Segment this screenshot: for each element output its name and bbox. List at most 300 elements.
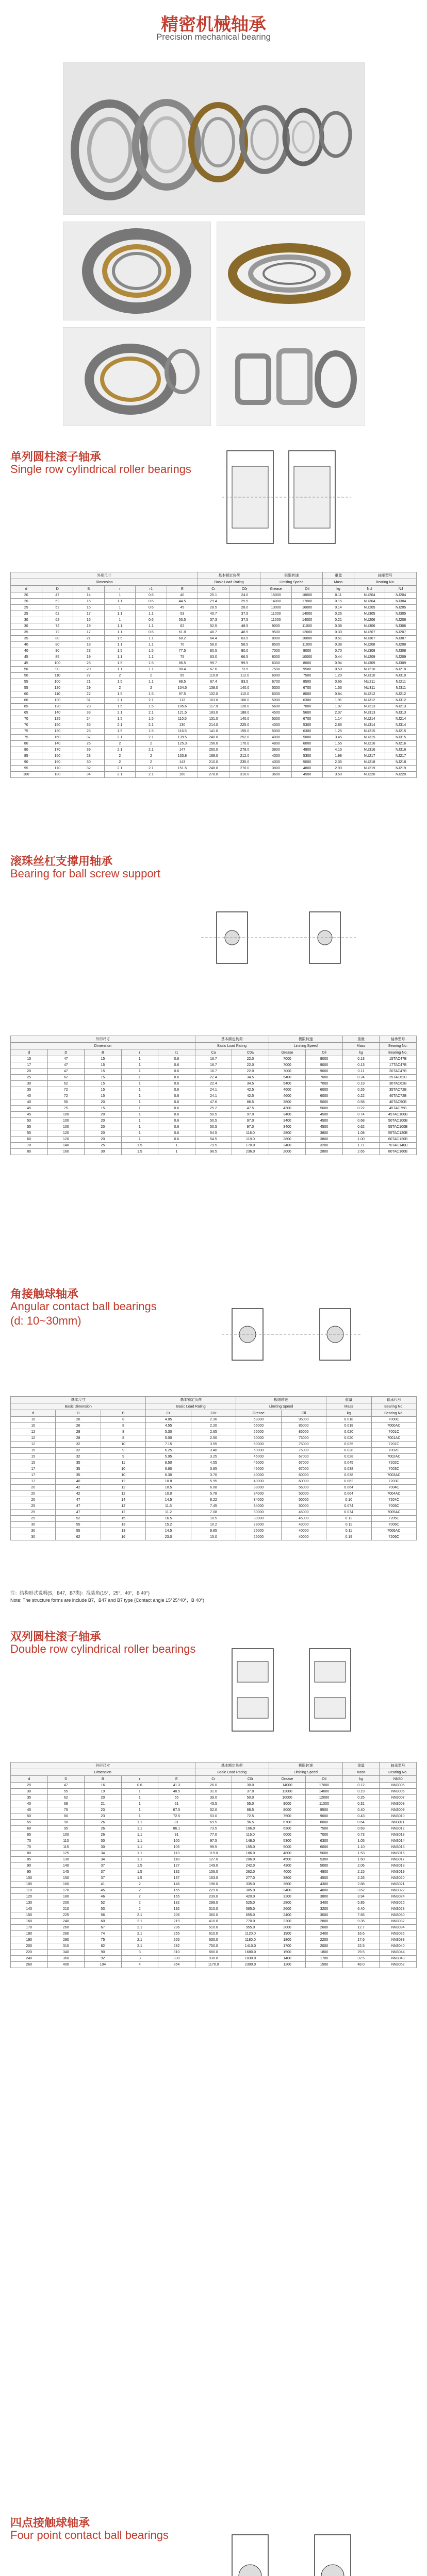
- table-cell: 3.94: [342, 1894, 380, 1900]
- table-cell: 1: [121, 1087, 158, 1093]
- table-cell: 40000: [281, 1534, 326, 1540]
- table-cell: 73.5: [229, 667, 260, 673]
- table-cell: 45: [85, 1888, 122, 1894]
- table-cell: 90: [85, 1950, 122, 1956]
- table-cell: 1: [121, 1124, 158, 1130]
- table-cell: 7000: [306, 1081, 343, 1087]
- table-cell: 37: [85, 1863, 122, 1869]
- hero-photo-bearings: [63, 62, 365, 215]
- table-cell: 160: [42, 735, 73, 741]
- table-cell: 1.5: [104, 691, 136, 698]
- table4-col-header: d: [11, 1776, 48, 1783]
- table-cell: 25.1: [198, 592, 229, 599]
- table-cell: 2.90: [323, 766, 354, 772]
- table-cell: 47.6: [195, 1099, 232, 1106]
- table-cell: 1.5: [121, 1863, 158, 1869]
- table-cell: 75: [11, 735, 42, 741]
- table-cell: NJ312: [385, 698, 417, 704]
- table-cell: 5300: [291, 753, 323, 759]
- table-cell: 62: [47, 1795, 85, 1801]
- table3-col-header: B: [101, 1410, 145, 1417]
- table-cell: 50TAC100B: [380, 1118, 417, 1124]
- table-cell: 2: [136, 673, 167, 679]
- table-cell: 7000: [269, 1069, 306, 1075]
- table-cell: 9: [101, 1448, 145, 1454]
- table-cell: 1: [121, 1789, 158, 1795]
- table-cell: 17TAC47B: [380, 1062, 417, 1069]
- table-cell: 45: [11, 654, 42, 660]
- table-cell: 121.5: [167, 710, 198, 716]
- section3-diagram: [217, 1293, 366, 1376]
- table-cell: 6.25: [146, 1448, 191, 1454]
- table-cell: 155.0: [229, 728, 260, 735]
- table-row: [11, 1466, 417, 1472]
- table-row: [11, 1118, 417, 1124]
- table-cell: 2.37: [323, 710, 354, 716]
- table-cell: 70: [167, 642, 198, 648]
- table-cell: 90: [47, 1820, 85, 1826]
- table-row: [11, 1130, 417, 1137]
- table-cell: NJ308: [385, 648, 417, 654]
- table3-col-header: Grease: [236, 1410, 281, 1417]
- table-cell: 48.0: [342, 1962, 380, 1968]
- table-cell: 10: [101, 1466, 145, 1472]
- table-row: [11, 753, 417, 759]
- t4-h-mass-en: Mass: [342, 1769, 380, 1776]
- table-cell: 26: [56, 1423, 101, 1429]
- table-cell: 95000: [281, 1417, 326, 1423]
- table-cell: 151.5: [167, 766, 198, 772]
- table-cell: 2: [136, 753, 167, 759]
- table-cell: 100: [47, 1832, 85, 1838]
- table-cell: 16.5: [146, 1516, 191, 1522]
- table-row: [11, 1069, 417, 1075]
- table-cell: 2800: [306, 1919, 343, 1925]
- table-cell: 9000: [260, 623, 292, 630]
- table-cell: 364: [158, 1962, 195, 1968]
- table-cell: 155.0: [232, 1844, 269, 1851]
- table-cell: NJ207: [385, 630, 417, 636]
- table-cell: 1.1: [104, 667, 136, 673]
- table-cell: 149.0: [195, 1863, 232, 1869]
- table-cell: 47: [47, 1056, 85, 1062]
- table-cell: 2.85: [323, 722, 354, 728]
- table3-col-header: Cr: [146, 1410, 191, 1417]
- table-cell: 7000AC: [371, 1423, 417, 1429]
- table-cell: 8000: [260, 654, 292, 660]
- table-row: [11, 1857, 417, 1863]
- table-cell: 2: [104, 685, 136, 691]
- table-cell: 80: [42, 642, 73, 648]
- table-cell: 35: [11, 1087, 48, 1093]
- table-cell: 4300: [260, 753, 292, 759]
- table-cell: 5.00: [146, 1435, 191, 1442]
- table-cell: 55TAC120B: [380, 1130, 417, 1137]
- table-cell: 0.018: [326, 1417, 371, 1423]
- table-cell: 8000: [291, 660, 323, 667]
- table-cell: 2: [104, 759, 136, 766]
- table-cell: 525.0: [232, 1900, 269, 1906]
- table-cell: NJ313: [385, 710, 417, 716]
- table-cell: 6.08: [191, 1485, 236, 1491]
- section5-title-en: Four point contact ball bearings: [10, 2529, 169, 2541]
- table-cell: 80: [42, 636, 73, 642]
- table-cell: 37: [85, 1869, 122, 1875]
- table-cell: 64.4: [198, 636, 229, 642]
- table-cell: 15: [85, 1087, 122, 1093]
- table-cell: 60000: [281, 1472, 326, 1479]
- table-cell: 22: [73, 691, 105, 698]
- t1-h-no: 轴承型号: [354, 572, 416, 579]
- table-cell: 28: [56, 1435, 101, 1442]
- table-cell: 53: [167, 611, 198, 617]
- table-cell: 2400: [306, 1931, 343, 1937]
- table-cell: 1: [158, 1149, 195, 1155]
- table-cell: 1.1: [104, 654, 136, 660]
- table-cell: 67.5: [158, 1807, 195, 1814]
- table-cell: 160: [11, 1919, 48, 1925]
- table-cell: 7002AC: [371, 1454, 417, 1460]
- table-cell: 40: [11, 648, 42, 654]
- table-cell: 22.4: [195, 1081, 232, 1087]
- t1-h-speed: 极限转速: [260, 572, 323, 579]
- section5-title-cn: 四点接触球轴承: [10, 2516, 90, 2529]
- table-cell: 62: [42, 611, 73, 617]
- photo-cylindrical-roller: [63, 222, 211, 320]
- table-cell: 6000: [291, 741, 323, 747]
- table-cell: 1.91: [323, 698, 354, 704]
- table-cell: 0.14: [323, 605, 354, 611]
- table-cell: 40TAC72B: [380, 1093, 417, 1099]
- table-cell: 143: [167, 759, 198, 766]
- table-cell: 147: [167, 747, 198, 753]
- table2-col-header: C0a: [232, 1049, 269, 1056]
- table-cell: 5300: [306, 1857, 343, 1863]
- table-cell: 97.0: [232, 1118, 269, 1124]
- table1-col-header: E: [167, 586, 198, 592]
- table-cell: 2: [136, 759, 167, 766]
- table-cell: 102.0: [198, 691, 229, 698]
- table-cell: 5400: [269, 1081, 306, 1087]
- table-cylindrical-roller: [10, 572, 417, 778]
- table-cell: 8500: [291, 679, 323, 685]
- table-cell: 32: [56, 1454, 101, 1460]
- table-cell: 16.7: [195, 1056, 232, 1062]
- table-row: [11, 667, 417, 673]
- table-cell: 12000: [269, 1789, 306, 1795]
- table-cell: 3200: [306, 1906, 343, 1912]
- table-cell: 56000: [236, 1429, 281, 1435]
- table2-col-header: D: [47, 1049, 85, 1056]
- table1-col-header: NJ: [385, 586, 417, 592]
- table-cell: 4500: [269, 1857, 306, 1863]
- table-cell: 34: [73, 772, 105, 778]
- table-cell: NN3048: [380, 1956, 417, 1962]
- table-cell: 1.60: [342, 1857, 380, 1863]
- table1-col-header: Cr: [198, 586, 229, 592]
- table-cell: 7000C: [371, 1417, 417, 1423]
- table-cell: 180: [42, 772, 73, 778]
- table-cell: 20: [11, 1497, 56, 1503]
- table-row: [11, 1882, 417, 1888]
- table-cell: 80.4: [167, 667, 198, 673]
- table3-col-header: kg: [326, 1410, 371, 1417]
- table-cell: 26: [85, 1820, 122, 1826]
- table-cell: 22.0: [232, 1062, 269, 1069]
- table-cell: 40TAC90B: [380, 1099, 417, 1106]
- table-cell: 12: [101, 1510, 145, 1516]
- table-cell: 29: [73, 685, 105, 691]
- table-row: [11, 704, 417, 710]
- table-cell: 43.5: [195, 1801, 232, 1807]
- table-cell: 92: [85, 1956, 122, 1962]
- table-cell: 148.0: [232, 1838, 269, 1844]
- table-cell: 2.50: [191, 1435, 236, 1442]
- table-cell: 1: [121, 1056, 158, 1062]
- table-cell: 0.26: [323, 611, 354, 617]
- table-cell: 133.8: [167, 753, 198, 759]
- table-row: [11, 1528, 417, 1534]
- table3-col-header: Bearing No.: [371, 1410, 417, 1417]
- table-row: [11, 1472, 417, 1479]
- table-cell: 20: [85, 1099, 122, 1106]
- table-cell: 23: [73, 704, 105, 710]
- table-cell: 160: [47, 1149, 85, 1155]
- table-cell: 240: [47, 1919, 85, 1925]
- table-cell: 62: [56, 1534, 101, 1540]
- table-cell: 6.30: [146, 1472, 191, 1479]
- table-cell: 85: [42, 654, 73, 660]
- table-cell: 40: [11, 1093, 48, 1099]
- table-row: [11, 1912, 417, 1919]
- table-double-row-roller: [10, 1762, 417, 1968]
- table-cell: 41: [85, 1882, 122, 1888]
- table-cell: 70TAC140B: [380, 1143, 417, 1149]
- table-cell: 125.3: [167, 741, 198, 747]
- table-cell: 15: [11, 1056, 48, 1062]
- table-cell: 7001AC: [371, 1435, 417, 1442]
- table2-col-header: Grease: [269, 1049, 306, 1056]
- table-cell: 0.68: [342, 1118, 380, 1124]
- t2-h-speed-en: Limiting Speed: [269, 1043, 342, 1049]
- table-cell: 0.6: [158, 1069, 195, 1075]
- table-cell: 1.5: [104, 728, 136, 735]
- table-cell: 72: [47, 1093, 85, 1099]
- section5-diagram: [217, 2524, 366, 2576]
- table-cell: 1700: [269, 1943, 306, 1950]
- t2-h-mass: 重量: [342, 1036, 380, 1043]
- table-cell: 25: [11, 1783, 48, 1789]
- table-cell: 1: [121, 1075, 158, 1081]
- table-cell: 8: [101, 1423, 145, 1429]
- table-cell: NN3038: [380, 1937, 417, 1943]
- table-cell: 40: [11, 642, 42, 648]
- table-cell: 45000: [281, 1516, 326, 1522]
- table-row: [11, 735, 417, 741]
- table-cell: 1.1: [136, 611, 167, 617]
- table-cell: 0.6: [158, 1130, 195, 1137]
- table-cell: 0.25: [342, 1795, 380, 1801]
- table-cell: 13: [101, 1528, 145, 1534]
- table-row: [11, 1844, 417, 1851]
- table-cell: 7.15: [146, 1442, 191, 1448]
- table-cell: 35: [56, 1472, 101, 1479]
- table-cell: 10.8: [146, 1479, 191, 1485]
- table-cell: 1830.0: [232, 1956, 269, 1962]
- table-cell: 1.53: [342, 1851, 380, 1857]
- table-cell: 210: [47, 1906, 85, 1912]
- table-cell: 1.5: [104, 679, 136, 685]
- table-cell: 1.5: [104, 660, 136, 667]
- table-cell: 45000: [236, 1454, 281, 1460]
- table-cell: 50.0: [232, 1795, 269, 1801]
- table-cell: NN3017: [380, 1857, 417, 1863]
- table1-col-header: kg: [323, 586, 354, 592]
- table-cell: 110.5: [167, 716, 198, 722]
- table-cell: 110.0: [198, 673, 229, 679]
- table-cell: 299.0: [195, 1900, 232, 1906]
- table-cell: 10.0: [146, 1491, 191, 1497]
- table-cell: 12: [101, 1479, 145, 1485]
- table-cell: 35: [11, 636, 42, 642]
- table-cell: NU316: [354, 747, 385, 753]
- table4-col-header: Cr: [195, 1776, 232, 1783]
- page-subtitle: Precision mechanical bearing: [156, 32, 271, 42]
- table-cell: NU213: [354, 704, 385, 710]
- table-cell: 4300: [269, 1106, 306, 1112]
- table-cell: 90: [42, 648, 73, 654]
- table-cell: 61: [158, 1801, 195, 1807]
- table-cell: NJ212: [385, 691, 417, 698]
- table-cell: 50.5: [195, 1124, 232, 1130]
- table-cell: NJ214: [385, 716, 417, 722]
- table-cell: 6700: [291, 716, 323, 722]
- table-cell: 2.1: [136, 747, 167, 753]
- table-cell: 100: [42, 679, 73, 685]
- table-cell: NU311: [354, 685, 385, 691]
- table-cell: 6300: [291, 698, 323, 704]
- t2-h-no-en: Bearing No.: [380, 1043, 417, 1049]
- table-cell: 3800: [260, 766, 292, 772]
- table-cell: 56: [85, 1912, 122, 1919]
- table-cell: 60TAC120B: [380, 1137, 417, 1143]
- table-cell: 127.0: [195, 1857, 232, 1863]
- table-cell: 1.5: [121, 1875, 158, 1882]
- table-cell: 105.6: [167, 704, 198, 710]
- table-cell: 3400: [269, 1112, 306, 1118]
- table-cell: 0.12: [326, 1516, 371, 1522]
- table-cell: 4500: [260, 710, 292, 716]
- table-cell: 12000: [306, 1795, 343, 1801]
- table-cell: 1: [121, 1112, 158, 1118]
- table-cell: 50: [11, 1118, 48, 1124]
- table-cell: 22.4: [195, 1075, 232, 1081]
- table-cell: 79.5: [195, 1143, 232, 1149]
- table-cell: 1: [104, 605, 136, 611]
- t3-h-dim: 基本尺寸: [11, 1397, 146, 1403]
- table-cell: 80: [11, 1851, 48, 1857]
- table-cell: 0.43: [342, 1814, 380, 1820]
- table-cell: 52: [42, 599, 73, 605]
- table-cell: 0.69: [342, 1826, 380, 1832]
- photo-tapered-roller: [217, 222, 365, 320]
- table-row: [11, 1919, 417, 1925]
- t4-h-mass: 重量: [342, 1762, 380, 1769]
- table-cell: 0.6: [158, 1081, 195, 1087]
- table-cell: 1: [121, 1807, 158, 1814]
- table-cell: NU306: [354, 623, 385, 630]
- table-cell: 90: [11, 1863, 48, 1869]
- table-cell: 150: [42, 753, 73, 759]
- table-cell: 1.20: [323, 673, 354, 679]
- table-cell: 146: [158, 1882, 195, 1888]
- table-cell: 2800: [306, 1149, 343, 1155]
- table-row: [11, 630, 417, 636]
- table-cell: 5000: [269, 1844, 306, 1851]
- table-cell: NU315: [354, 735, 385, 741]
- table-row: [11, 605, 417, 611]
- table-cell: 26000: [236, 1528, 281, 1534]
- table-cell: 2.1: [121, 1931, 158, 1937]
- table-cell: 239.0: [195, 1894, 232, 1900]
- table3-col-header: C0r: [191, 1410, 236, 1417]
- table-cell: 0.38: [323, 642, 354, 648]
- table-cell: 1.5: [136, 728, 167, 735]
- table-cell: 113: [167, 698, 198, 704]
- table-cell: NU309: [354, 660, 385, 667]
- table-cell: 0.020: [326, 1429, 371, 1435]
- table-cell: 67: [85, 1925, 122, 1931]
- table-cell: 3.55: [191, 1442, 236, 1448]
- table-cell: 7001C: [371, 1429, 417, 1435]
- table-cell: 75000: [281, 1442, 326, 1448]
- table-row: [11, 1429, 417, 1435]
- table-cell: NU307: [354, 636, 385, 642]
- table-cell: 34: [85, 1851, 122, 1857]
- table-cell: 930.0: [195, 1956, 232, 1962]
- table-cell: 9000: [269, 1801, 306, 1807]
- table-cell: NJ204: [385, 592, 417, 599]
- table-cell: 140.0: [229, 685, 260, 691]
- table-cell: 0.6: [158, 1124, 195, 1130]
- table-cell: 20TAC47B: [380, 1069, 417, 1075]
- table-cell: 3: [121, 1956, 158, 1962]
- t3-h-load: 基本额定负荷: [146, 1397, 236, 1403]
- table-cell: 5000: [306, 1863, 343, 1869]
- table4-col-header: D: [47, 1776, 85, 1783]
- table-cell: 91: [158, 1832, 195, 1838]
- table-cell: 0.062: [326, 1479, 371, 1485]
- table-cell: 4300: [260, 722, 292, 728]
- table-cell: 1.5: [104, 716, 136, 722]
- table-cell: 105: [158, 1844, 195, 1851]
- table-cell: NJ305: [385, 611, 417, 617]
- table-cell: 160: [167, 772, 198, 778]
- table-cell: 1.5: [136, 660, 167, 667]
- table-cell: 140: [47, 1143, 85, 1149]
- table-row: [11, 611, 417, 617]
- table-cell: 50.5: [195, 1112, 232, 1118]
- table-cell: 2.1: [136, 766, 167, 772]
- table-cell: 45: [11, 660, 42, 667]
- table-cell: 95: [47, 1826, 85, 1832]
- table-cell: 6.60: [146, 1466, 191, 1472]
- table-cell: 35: [11, 1795, 48, 1801]
- table-cell: 2: [104, 753, 136, 759]
- table-cell: 80: [11, 747, 42, 753]
- table-row: [11, 1124, 417, 1130]
- table-cell: 17000: [291, 599, 323, 605]
